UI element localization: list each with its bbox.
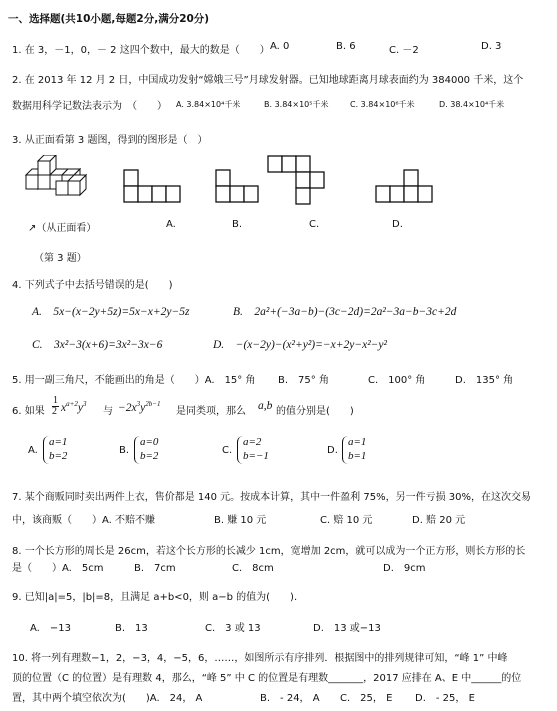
- q8-line1: 8. 一个长方形的周长是 26cm，若这个长方形的长减少 1cm，宽增加 2cm，就可以成为一个正方形，则长方形的长: [12, 546, 526, 557]
- q5-option-b: B. 75° 角: [278, 375, 329, 386]
- q6-option-c-label: C.: [222, 445, 233, 456]
- q8-option-d: D. 9cm: [383, 563, 426, 574]
- q7-option-d: D. 赔 20 元: [412, 515, 466, 526]
- q9-option-c: C. 3 或 13: [205, 623, 261, 634]
- q6-suffix: 是同类项，那么: [176, 406, 246, 417]
- q1-option-b: B. 6: [336, 41, 356, 52]
- q5-option-d: D. 135° 角: [455, 375, 514, 386]
- q2-option-b: B. 3.84×10⁵千米: [264, 100, 329, 109]
- q4-option-b: B. 2a²+(−3a−b)−(3c−2d)=2a²−3a−b−3c+2d: [233, 306, 457, 318]
- q3-option-d: D.: [392, 219, 403, 230]
- q6-option-b: a=0 b=2: [140, 436, 159, 462]
- q5-stem: 5. 用一副三角尺，不能画出的角是（ ）A. 15° 角: [12, 375, 256, 386]
- q1-stem: 1. 在 3，－1，0，－ 2 这四个数中，最大的数是（ ）: [12, 45, 270, 56]
- q4-option-d: D. −(x−2y)−(x²+y²)=−x+2y−x²−y²: [213, 339, 387, 351]
- q9-option-d: D. 13 或−13: [313, 623, 381, 634]
- q10-option-b: B. - 24， A: [260, 693, 320, 704]
- q1-option-d: D. 3: [481, 41, 502, 52]
- q3-option-a-figure: [123, 169, 195, 205]
- q6-option-d: a=1 b=1: [348, 436, 367, 462]
- q3-option-c: C.: [309, 219, 320, 230]
- q6-option-c: a=2 b=−1: [243, 436, 269, 462]
- q10-line1: 10. 将一列有理数−1，2，−3，4，−5，6，……，如图所示有序排列．根据图中的排列规律可知，“峰 1” 中峰: [12, 653, 508, 664]
- q7-option-b: B. 赚 10 元: [214, 515, 267, 526]
- q6-option-a-label: A.: [28, 445, 38, 456]
- q8-option-c: C. 8cm: [232, 563, 274, 574]
- q3-option-d-figure: [375, 169, 437, 205]
- q6-term1: $x^{a+2}y^3$: [61, 400, 87, 414]
- q3-option-a: A.: [166, 219, 176, 230]
- q10-option-c: C. 25， E: [340, 693, 393, 704]
- q4-stem: 4. 下列式子中去括号错误的是( ): [12, 280, 173, 291]
- section-title: 一、选择题(共10小题,每题2分,满分20分): [8, 13, 210, 25]
- q8-line2: 是（ ）A. 5cm: [12, 563, 104, 574]
- q6-mid: 与: [103, 406, 113, 417]
- q3-option-b-figure: [215, 169, 265, 205]
- q6-prefix: 6. 如果: [12, 406, 45, 417]
- q6-option-a: a=1 b=2: [49, 436, 68, 462]
- q4-option-c: C. 3x²−3(x+6)=3x²−3x−6: [32, 339, 163, 351]
- q3-figure-caption: （第 3 题）: [34, 253, 87, 264]
- q2-line1: 2. 在 2013 年 12 月 2 日，中国成功发射“嫦娥三号”月球发射器。已知地球距离月球表面约为 384000 千米，这个: [12, 75, 524, 86]
- q2-line2: 数据用科学记数法表示为 （ ）: [12, 101, 167, 112]
- q6-term2: $-2x^3y^{2b-1}$: [118, 400, 161, 414]
- q3-stem: 3. 从正面看第 3 题图，得到的图形是（ ）: [12, 135, 208, 146]
- q7-line1: 7. 某个商贩同时卖出两件上衣，售价都是 140 元。按成本计算，其中一件盈利 75%，另一件亏损 30%，在这次交易: [12, 492, 531, 503]
- q9-option-b: B. 13: [115, 623, 148, 634]
- q6-vars: a,b: [258, 400, 273, 412]
- q2-option-c: C. 3.84×10⁶千米: [350, 100, 415, 109]
- q9-option-a: A. −13: [30, 623, 71, 634]
- q6-end: 的值分别是( ): [276, 406, 354, 417]
- q1-option-a: A. 0: [270, 41, 290, 52]
- q6-fraction: 1 2: [52, 395, 58, 417]
- q6-option-d-label: D.: [327, 445, 338, 456]
- q2-option-a: A. 3.84×10⁴千米: [176, 100, 241, 109]
- q3-view-caption: ↗（从正面看）: [28, 223, 97, 234]
- q7-line2: 中，该商贩（ ）A. 不赔不赚: [12, 515, 156, 526]
- q10-option-d: D. - 25， E: [415, 693, 475, 704]
- q3-solid-figure: [24, 155, 104, 203]
- q9-stem: 9. 已知|a|=5，|b|=8，且满足 a+b<0，则 a−b 的值为( ).: [12, 592, 298, 603]
- q10-line3: 置，其中两个填空依次为( )A. 24， A: [12, 693, 203, 704]
- q10-line2: 顶的位置（C 的位置）是有理数 4，那么，“峰 5” 中 C 的位置是有理数_______，2017 应排在 A、E 中______的位: [12, 673, 522, 684]
- q8-option-b: B. 7cm: [134, 563, 176, 574]
- q5-option-c: C. 100° 角: [368, 375, 426, 386]
- q1-option-c: C. －2: [389, 45, 419, 56]
- q2-option-d: D. 38.4×10⁴千米: [439, 100, 505, 109]
- q7-option-c: C. 赔 10 元: [320, 515, 373, 526]
- q3-option-b: B.: [232, 219, 243, 230]
- q3-option-c-figure: [267, 155, 339, 205]
- q6-option-b-label: B.: [119, 445, 130, 456]
- q4-option-a: A. 5x−(x−2y+5z)=5x−x+2y−5z: [32, 306, 190, 318]
